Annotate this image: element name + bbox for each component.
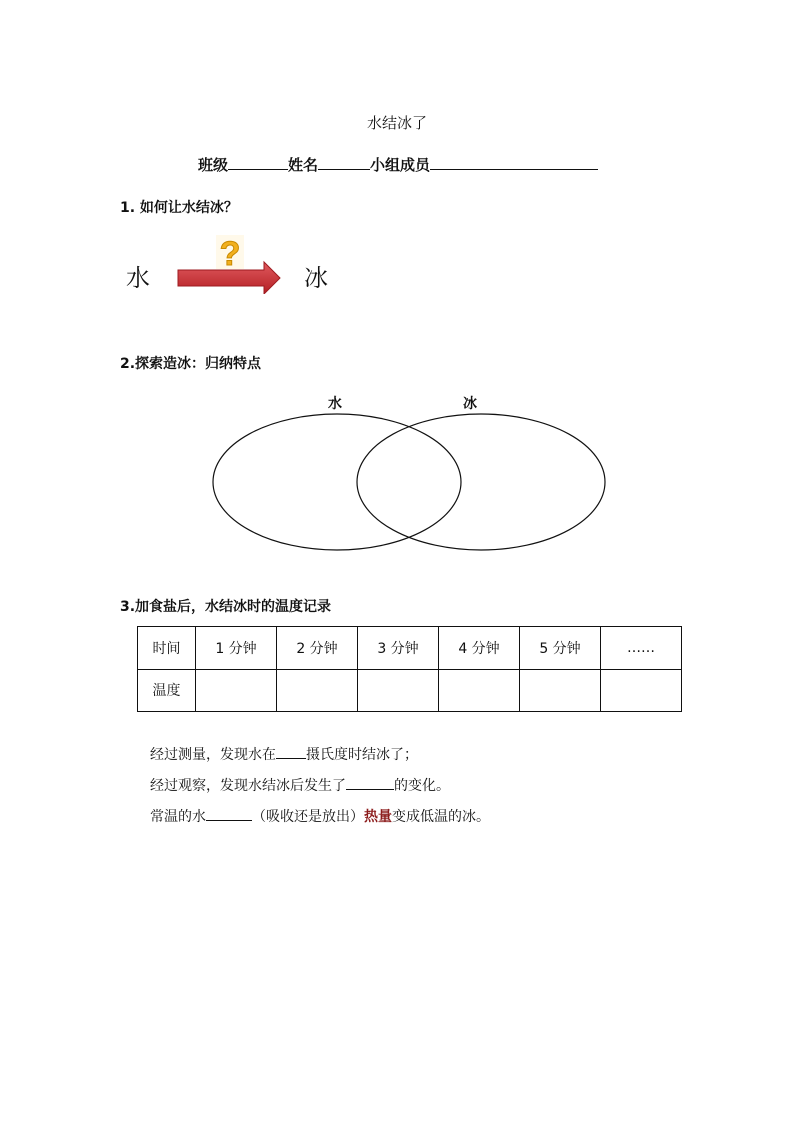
class-blank[interactable] xyxy=(228,155,288,170)
fill-blank[interactable] xyxy=(206,807,252,821)
sentence-text: 摄氏度时结冰了； xyxy=(306,747,418,763)
table-header-ellipsis: …… xyxy=(601,627,682,670)
table-header-time: 时间 xyxy=(138,627,196,670)
sentence-text: 变成低温的冰。 xyxy=(392,809,490,825)
sentence-heat xyxy=(150,806,490,826)
venn-diagram xyxy=(208,408,612,556)
sentence-measurement xyxy=(150,744,418,764)
temperature-cell[interactable] xyxy=(601,669,682,712)
group-blank[interactable] xyxy=(430,155,598,170)
question-mark-icon: ? xyxy=(219,235,241,273)
question-1-heading: 1. 如何让水结冰？ xyxy=(120,200,238,216)
name-label: 姓名 xyxy=(288,156,319,174)
table-header-minute: 2 分钟 xyxy=(277,627,358,670)
table-header-temperature: 温度 xyxy=(138,669,196,712)
venn-water-label: 水 xyxy=(328,396,342,412)
venn-ice-label: 冰 xyxy=(463,396,477,412)
sentence-text: 经过测量，发现水在 xyxy=(150,747,276,763)
table-header-minute: 4 分钟 xyxy=(439,627,520,670)
temperature-cell[interactable] xyxy=(277,669,358,712)
table-header-minute: 1 分钟 xyxy=(196,627,277,670)
sentence-observation xyxy=(150,775,450,795)
sentence-text: （吸收还是放出） xyxy=(252,809,364,825)
sentence-text: 常温的水 xyxy=(150,809,206,825)
temperature-cell[interactable] xyxy=(196,669,277,712)
table-row xyxy=(138,669,682,712)
table-header-minute: 5 分钟 xyxy=(520,627,601,670)
highlighted-word-heat: 热量 xyxy=(364,809,392,825)
ice-label: 冰 xyxy=(304,264,328,292)
venn-water-ellipse xyxy=(213,414,461,550)
fill-blank[interactable] xyxy=(276,745,306,759)
water-label: 水 xyxy=(126,264,150,292)
venn-ice-ellipse xyxy=(357,414,605,550)
class-label: 班级 xyxy=(198,156,229,174)
fill-blank[interactable] xyxy=(346,776,394,790)
table-row xyxy=(138,627,682,670)
page-title: 水结冰了 xyxy=(366,114,427,132)
table-header-minute: 3 分钟 xyxy=(358,627,439,670)
sentence-text: 的变化。 xyxy=(394,778,450,794)
group-label: 小组成员 xyxy=(370,156,431,174)
arrow-with-question-icon xyxy=(176,232,286,294)
student-info-line xyxy=(198,154,598,175)
sentence-text: 经过观察，发现水结冰后发生了 xyxy=(150,778,346,794)
temperature-record-table xyxy=(137,626,682,712)
name-blank[interactable] xyxy=(318,155,370,170)
temperature-cell[interactable] xyxy=(358,669,439,712)
question-3-heading: 3.加食盐后，水结冰时的温度记录 xyxy=(120,599,332,615)
temperature-cell[interactable] xyxy=(520,669,601,712)
temperature-cell[interactable] xyxy=(439,669,520,712)
question-2-heading: 2.探索造冰：归纳特点 xyxy=(120,356,262,372)
